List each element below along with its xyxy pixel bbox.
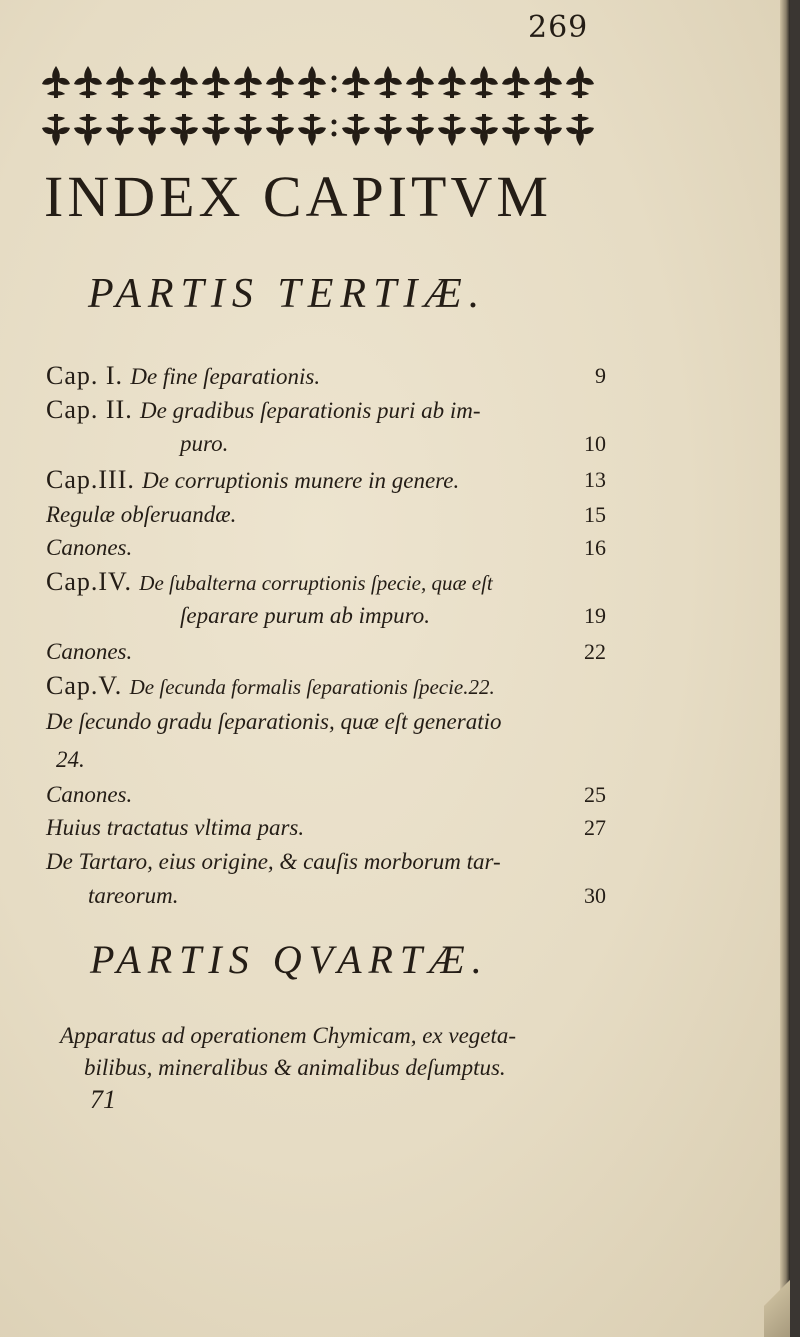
entry-title: Regulæ obſeruandæ. — [46, 502, 237, 527]
toc-entry — [46, 810, 606, 846]
toc-entry — [46, 392, 606, 428]
entry-page: 9 — [595, 363, 606, 388]
entry-title: De ſecundo gradu ſeparationis, quæ eſt generatio — [46, 709, 502, 734]
entry-title: Canones. — [46, 782, 133, 807]
entry-title: De gradibus ſeparationis puri ab im- — [140, 398, 481, 423]
entry-title: De ſubalterna corruptionis ſpecie, quæ eſt — [139, 571, 493, 595]
entry-title: De Tartaro, eius origine, & cauſis morborum tar- — [46, 849, 501, 874]
entry-title: De fine ſeparationis. — [130, 364, 321, 389]
toc-entry — [46, 497, 606, 533]
toc-entry — [46, 634, 606, 670]
page-number: 269 — [528, 10, 589, 45]
toc-entry — [46, 564, 606, 600]
entry-page: 19 — [584, 603, 606, 628]
toc-entry — [60, 1018, 620, 1054]
entry-page: 30 — [584, 883, 606, 908]
entry-title: 24. — [56, 747, 85, 772]
toc-entry — [46, 777, 606, 813]
chapter-label: Cap. II. — [46, 395, 133, 424]
chapter-label: Cap.III. — [46, 465, 135, 494]
entry-page: 13 — [584, 467, 606, 492]
fleuron-ornament-band — [36, 60, 598, 152]
entry-title: Apparatus ad operationem Chymicam, ex vegeta- — [60, 1023, 517, 1048]
page-corner-curl — [764, 1267, 790, 1337]
entry-title: puro. — [180, 431, 229, 456]
toc-entry-continuation — [84, 1050, 624, 1086]
entry-title: tareorum. — [88, 883, 179, 908]
entry-page: 10 — [584, 431, 606, 456]
toc-entry-continuation — [88, 878, 606, 914]
entry-page: 27 — [584, 815, 606, 840]
entry-page: 22 — [584, 639, 606, 664]
entry-title: ſeparare purum ab impuro. — [180, 603, 431, 628]
chapter-label: Cap.V. — [46, 671, 123, 700]
entry-page: 16 — [584, 535, 606, 560]
chapter-label: Cap. I. — [46, 361, 124, 390]
toc-entry — [46, 530, 606, 566]
entry-title: Canones. — [46, 639, 133, 664]
toc-entry — [46, 704, 606, 740]
entry-title: Canones. — [46, 535, 133, 560]
chapter-label: Cap.IV. — [46, 567, 132, 596]
entry-title: De corruptionis munere in genere. — [142, 468, 460, 493]
entry-page: 71 — [90, 1085, 116, 1114]
entry-title: De ſecunda formalis ſeparationis ſpecie.22. — [129, 675, 495, 699]
index-title: INDEX CAPITVM — [44, 164, 552, 229]
page-edge — [780, 0, 790, 1337]
toc-entry — [46, 462, 606, 498]
toc-entry-continuation — [180, 598, 606, 634]
part-three-heading: PARTIS TERTIÆ. — [88, 271, 487, 317]
part-four-heading: PARTIS QVARTÆ. — [90, 937, 489, 982]
toc-entry — [46, 358, 606, 394]
toc-entry-continuation — [56, 742, 574, 778]
toc-entry-continuation — [180, 426, 606, 462]
entry-page: 25 — [584, 782, 606, 807]
entry-title: bilibus, mineralibus & animalibus deſumptus. — [84, 1055, 506, 1080]
entry-title: Huius tractatus vltima pars. — [46, 815, 305, 840]
toc-entry — [46, 844, 606, 880]
entry-page: 15 — [584, 502, 606, 527]
toc-entry — [46, 668, 606, 704]
